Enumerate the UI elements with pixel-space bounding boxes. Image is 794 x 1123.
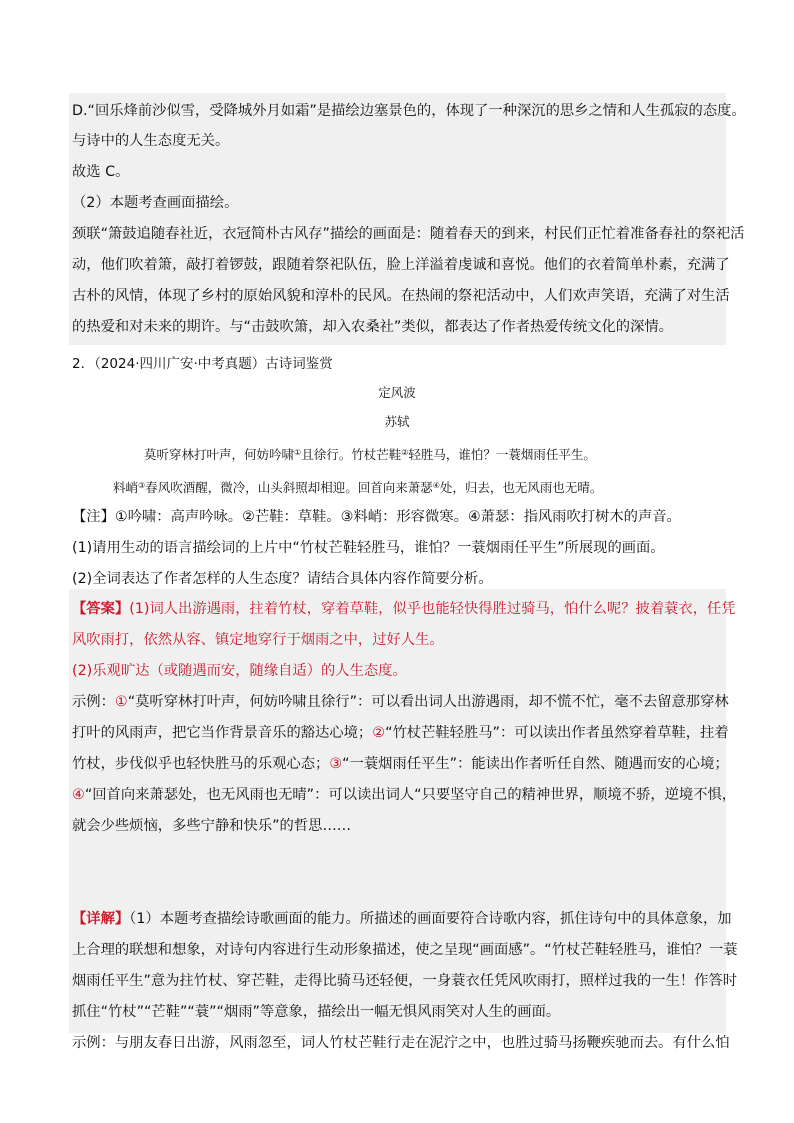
poem-verse-1: 莫听穿林打叶声，何妨吟啸①且徐行。竹杖芒鞋②轻胜马，谁怕？一蓑烟雨任平生。 <box>144 447 596 462</box>
example-line-5: 就会少些烦恼，多些宁静和快乐”的哲思…… <box>72 818 352 834</box>
answer-line-3: (2)乐观旷达（或随遇而安，随缘自适）的人生态度。 <box>72 663 407 679</box>
example-line-3: 竹杖，步伐似乎也轻快胜马的乐观心态；③“一蓑烟雨任平生”：能读出作者听任自然、随遇而安的心境； <box>72 756 729 772</box>
question-part-2: (2)全词表达了作者怎样的人生态度？请结合具体内容作简要分析。 <box>72 571 493 587</box>
paragraph-line: 古朴的风情，体现了乡村的原始风貌和淳朴的民风。在热闹的祭祀活动中，人们欢声笑语，充满了对生活 <box>72 288 730 304</box>
example-line-2: 打叶的风雨声，把它当作背景音乐的豁达心境；②“竹杖芒鞋轻胜马”：可以读出作者虽然穿着草鞋，拄着 <box>72 725 729 741</box>
detail-line-2: 上合理的联想和想象，对诗句内容进行生动形象描述，使之呈现“画面感”。“竹杖芒鞋轻胜马，谁怕？一蓑 <box>72 942 738 958</box>
annotation-notes: 【注】①吟啸：高声吟咏。②芒鞋：草鞋。③料峭：形容微寒。④萧瑟：指风雨吹打树木的声音。 <box>72 509 681 525</box>
option-d-line2: 与诗中的人生态度无关。 <box>72 133 230 149</box>
poet-name: 苏轼 <box>384 414 410 429</box>
paragraph-line: 颈联“箫鼓追随春社近，衣冠简朴古风存”描绘的画面是：随着春天的到来，村民们正忙着准备春社的祭祀活 <box>72 226 745 242</box>
poem-verse-2: 料峭③春风吹酒醒，微冷，山头斜照却相迎。回首向来萧瑟④处，归去，也无风雨也无晴。 <box>113 480 603 495</box>
detail-line-5: 示例：与朋友春日出游，风雨忽至，词人竹杖芒鞋行走在泥泞之中，也胜过骑马扬鞭疾驰而去。有什么怕 <box>72 1035 730 1051</box>
paragraph-line: 动，他们吹着箫，敲打着锣鼓，跟随着祭祀队伍，脸上洋溢着虔诚和喜悦。他们的衣着简单朴素，充满了 <box>72 257 730 273</box>
detail-line-1: 【详解】（1）本题考查描绘诗歌画面的能力。所描述的画面要符合诗歌内容，抓住诗句中的具体意象，加 <box>72 911 732 927</box>
answer-line-2: 风吹雨打，依然从容、镇定地穿行于烟雨之中，过好人生。 <box>72 632 444 648</box>
question-part-1: (1)请用生动的语言描绘词的上片中“竹杖芒鞋轻胜马，谁怕？一蓑烟雨任平生”所展现的画面。 <box>72 540 665 556</box>
answer-line-1: 【答案】(1)词人出游遇雨，拄着竹杖，穿着草鞋，似乎也能轻快得胜过骑马，怕什么呢？披着蓑衣，任凭 <box>72 601 736 617</box>
option-d-line1: D.“回乐烽前沙似雪，受降城外月如霜”是描绘边塞景色的，体现了一种深沉的思乡之情和人生孤寂的态度。 <box>72 103 746 119</box>
choice-line: 故选 C。 <box>72 164 130 180</box>
example-line-4: ④“回首向来萧瑟处，也无风雨也无晴”：可以读出词人“只要坚守自己的精神世界，顺境不骄，逆境不惧， <box>72 787 737 803</box>
detail-line-4: 抓住“竹杖”“芒鞋”“蓑”“烟雨”等意象，描绘出一幅无惧风雨笑对人生的画面。 <box>72 1004 561 1020</box>
detail-tag: 【详解】 <box>72 911 130 927</box>
answer-tag: 【答案】 <box>72 601 130 617</box>
poem-title: 定风波 <box>378 385 416 400</box>
answer-block-bg <box>69 589 726 1033</box>
detail-line-3: 烟雨任平生”意为拄竹杖、穿芒鞋，走得比骑马还轻便，一身蓑衣任凭风吹雨打，照样过我的一生！作答时 <box>72 973 738 989</box>
paragraph-line: 的热爱和对未来的期许。与“击鼓吹箫，却入农桑社”类似，都表达了作者热爱传统文化的深情。 <box>72 319 673 335</box>
sub-question-2: （2）本题考查画面描绘。 <box>72 195 239 211</box>
question-heading: 2．（2024·四川广安·中考真题）古诗词鉴赏 <box>72 356 333 372</box>
example-line-1: 示例：①“莫听穿林打叶声，何妨吟啸且徐行”：可以看出词人出游遇雨，却不慌不忙，毫不去留意那穿林 <box>72 694 729 710</box>
